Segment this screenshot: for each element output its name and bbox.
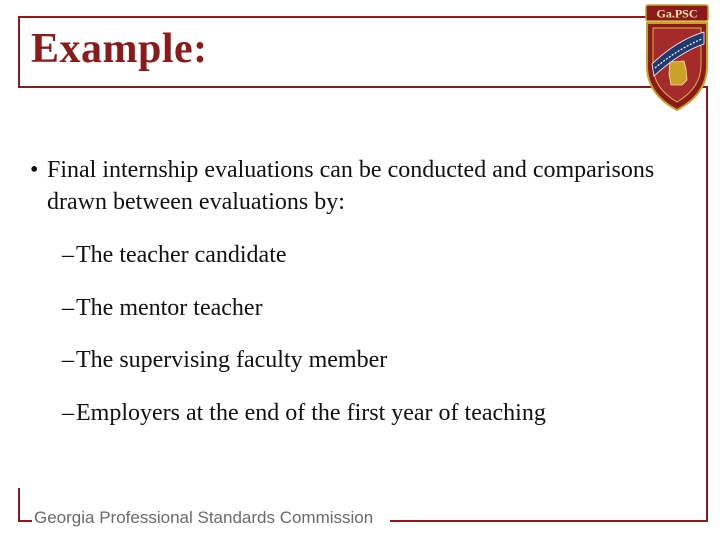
sub-bullet-text: The teacher candidate xyxy=(76,242,287,268)
bottom-border-left xyxy=(18,520,32,522)
footer-organization-name: Georgia Professional Standards Commission xyxy=(34,508,374,527)
main-bullet xyxy=(30,155,660,218)
bottom-border-right xyxy=(390,520,708,522)
slide-title: Example: xyxy=(31,26,208,72)
dash-marker: – xyxy=(62,347,74,374)
top-border xyxy=(18,16,708,18)
sub-bullet-list xyxy=(62,240,682,451)
sub-bullet-item xyxy=(62,293,682,325)
main-bullet-text: Final internship evaluations can be conducted and comparisons drawn between evaluations by: xyxy=(47,157,655,215)
gapsc-shield-icon xyxy=(640,2,714,114)
sub-bullet-text: The supervising faculty member xyxy=(76,347,388,374)
sub-bullet-text: The mentor teacher xyxy=(76,294,263,321)
dash-marker: – xyxy=(62,400,74,427)
left-border-bottom xyxy=(18,488,20,522)
sub-bullet-item xyxy=(62,240,682,272)
sub-bullet-text: Employers at the end of the first year of teaching xyxy=(76,400,546,427)
gapsc-logo xyxy=(640,2,714,114)
left-border-top xyxy=(18,16,20,88)
dash-marker: – xyxy=(62,294,74,321)
logo-label: Ga.PSC xyxy=(656,6,698,21)
right-border xyxy=(706,88,708,522)
dash-marker: – xyxy=(62,242,74,268)
sub-bullet-item xyxy=(62,398,682,430)
title-rule xyxy=(18,86,708,88)
sub-bullet-item xyxy=(62,345,682,377)
bullet-marker: • xyxy=(30,157,39,183)
